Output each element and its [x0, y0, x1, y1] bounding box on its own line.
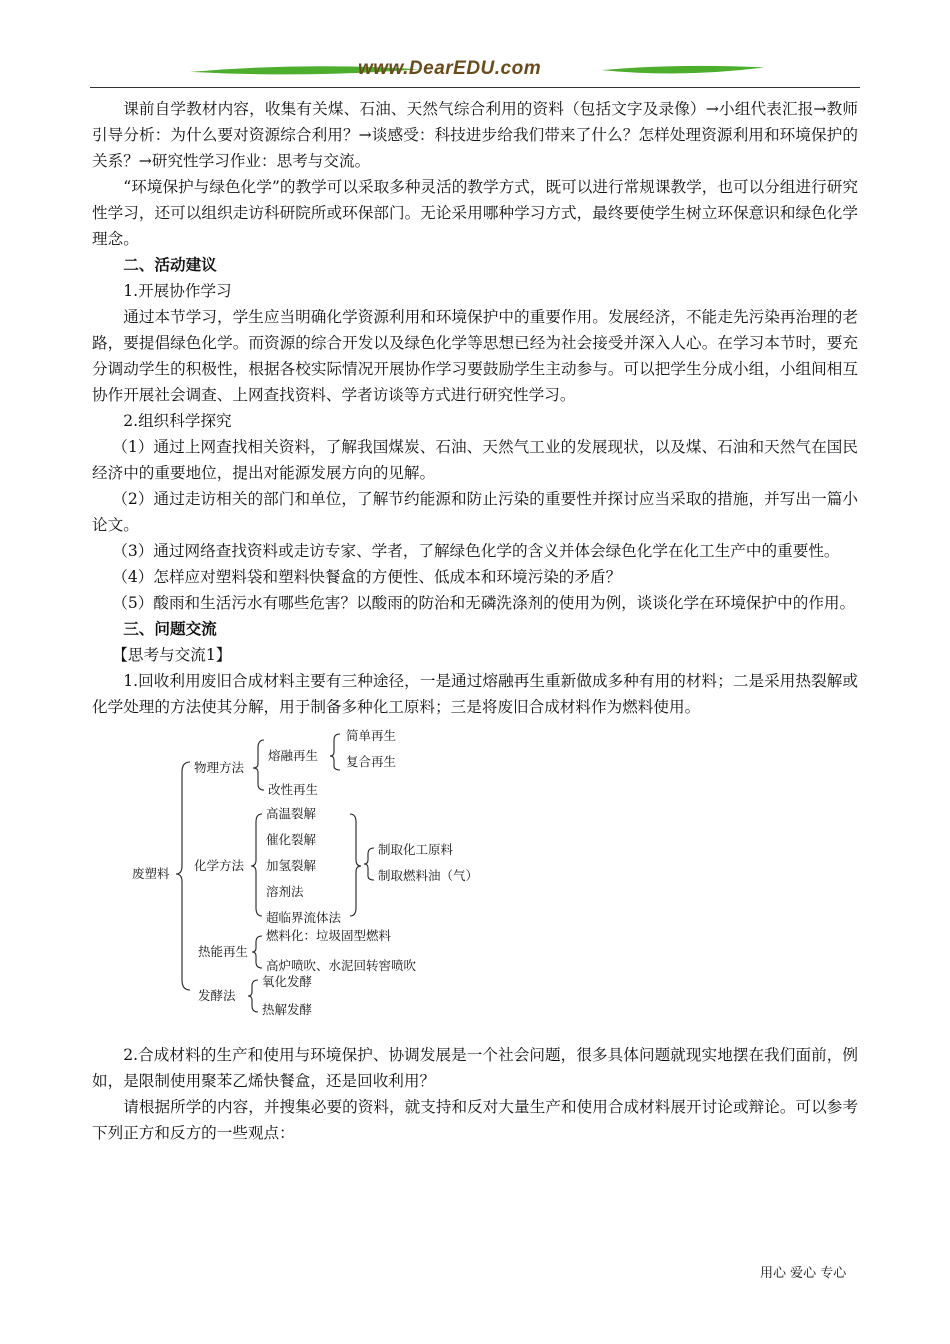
diagram-node-fuel-oil: 制取燃料油（气） — [378, 868, 479, 883]
diagram-node-ferment: 发酵法 — [198, 988, 236, 1003]
diagram-node-blast: 高炉喷吹、水泥回转窖喷吹 — [266, 958, 417, 973]
list-item: （4）怎样应对塑料袋和塑料快餐盒的方便性、低成本和环境污染的矛盾？ — [112, 568, 622, 586]
diagram-node-chemical: 化学方法 — [194, 858, 245, 873]
diagram-node-high-temp: 高温裂解 — [266, 806, 317, 821]
diagram-node-thermal: 热能再生 — [198, 944, 249, 959]
physical-brace — [253, 740, 264, 790]
diagram-node-thermo-ferment: 热解发酵 — [262, 1002, 313, 1017]
list-item: （1）通过上网查找相关资料，了解我国煤炭、石油、天然气工业的发展现状，以及煤、石油和天然气在国民经济中的重要地位，提出对能源发展方向的见解。 — [92, 438, 858, 482]
diagram-node-simple: 简单再生 — [346, 728, 397, 743]
subsection-title: 1.开展协作学习 — [123, 282, 232, 300]
melt-brace — [330, 734, 340, 770]
list-item: （3）通过网络查找资料或走访专家、学者，了解绿色化学的含义并体会绿色化学在化工生产中的重要性。 — [112, 542, 840, 560]
diagram-node-root: 废塑料 — [132, 866, 170, 881]
section-heading: 二、活动建议 — [123, 255, 217, 274]
diagram-node-raw-material: 制取化工原料 — [378, 842, 454, 857]
diagram-node-fuelize: 燃料化：垃圾固型燃料 — [266, 928, 392, 943]
recycling-tree-diagram — [92, 728, 858, 1028]
page-header — [90, 56, 860, 90]
diagram-node-modify: 改性再生 — [268, 782, 319, 797]
products-brace — [364, 848, 374, 880]
diagram-node-composite: 复合再生 — [346, 754, 397, 769]
right-swoosh-decoration — [590, 64, 776, 78]
paragraph: 2.合成材料的生产和使用与环境保护、协调发展是一个社会问题，很多具体问题就现实地摆在我们面前，例如，是限制使用聚苯乙烯快餐盒，还是回收利用？ — [92, 1046, 858, 1090]
methods-right-brace — [350, 814, 361, 916]
thermal-brace — [252, 936, 262, 968]
diagram-node-supercritical: 超临界流体法 — [266, 910, 342, 925]
paragraph: 课前自学教材内容，收集有关煤、石油、天然气综合利用的资料（包括文字及录像）→小组代表汇报→教师引导分析：为什么要对资源综合利用？→谈感受：科技进步给我们带来了什么？怎样处理资源利用和环境保护的关系？→研究性学习作业：思考与交流。 — [92, 100, 858, 170]
diagram-node-melt: 熔融再生 — [268, 748, 319, 763]
box-title: 【思考与交流1】 — [112, 646, 232, 664]
header-rule — [90, 87, 860, 88]
root-brace — [176, 762, 190, 990]
page-footer: 用心 爱心 专心 — [760, 1266, 847, 1281]
diagram-node-catalytic: 催化裂解 — [266, 832, 317, 847]
diagram-node-ox-ferment: 氧化发酵 — [262, 974, 313, 989]
chemical-brace — [251, 814, 262, 916]
paragraph: 1.回收利用废旧合成材料主要有三种途径，一是通过熔融再生重新做成多种有用的材料；二是采用热裂解或化学处理的方法使其分解，用于制备多种化工原料；三是将废旧合成材料作为燃料使用。 — [92, 672, 858, 716]
site-logo: www.DearEDU.com — [358, 58, 542, 79]
paragraph: “环境保护与绿色化学”的教学可以采取多种灵活的教学方式，既可以进行常规课教学，也可以分组进行研究性学习，还可以组织走访科研院所或环保部门。无论采用哪种学习方式，最终要使学生树立环保意识和绿色化学理念。 — [92, 178, 858, 248]
list-item: （5）酸雨和生活污水有哪些危害？以酸雨的防治和无磷洗涤剂的使用为例，谈谈化学在环境保护中的作用。 — [112, 594, 856, 612]
paragraph: 通过本节学习，学生应当明确化学资源利用和环境保护中的重要作用。发展经济，不能走先污染再治理的老路，要提倡绿色化学。而资源的综合开发以及绿色化学等思想已经为社会接受并深入人心。在学习本节时，要充分调动学生的积极性，根据各校实际情况开展协作学习要鼓励学生主动参与。可以把学生分成小组，小组间相互协作开展社会调查、上网查找资料、学者访谈等方式进行研究性学习。 — [92, 308, 858, 404]
paragraph: 请根据所学的内容，并搜集必要的资料，就支持和反对大量生产和使用合成材料展开讨论或辩论。可以参考下列正方和反方的一些观点： — [92, 1098, 858, 1142]
diagram-node-solvent: 溶剂法 — [266, 884, 304, 899]
diagram-node-hydro: 加氢裂解 — [266, 858, 317, 873]
diagram-node-physical: 物理方法 — [194, 760, 245, 775]
section-heading: 三、问题交流 — [123, 619, 217, 638]
ferment-brace — [248, 980, 258, 1012]
document-body — [92, 96, 858, 1146]
subsection-title: 2.组织科学探究 — [123, 412, 232, 430]
list-item: （2）通过走访相关的部门和单位，了解节约能源和防止污染的重要性并探讨应当采取的措施，并写出一篇小论文。 — [92, 490, 858, 534]
